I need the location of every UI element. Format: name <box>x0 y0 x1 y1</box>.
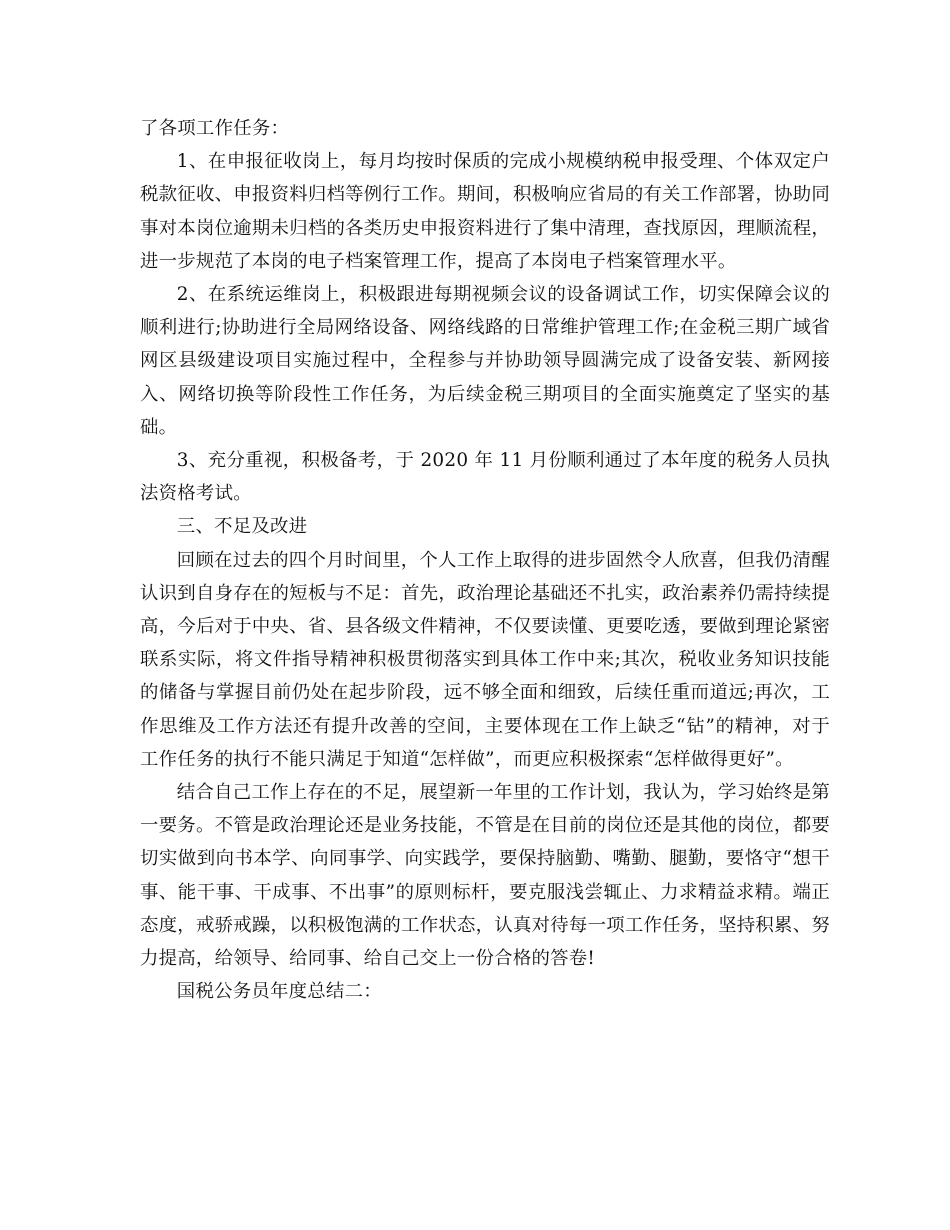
document-body <box>140 112 830 1008</box>
section-heading-summary-two: 国税公务员年度总结二： <box>176 981 382 1003</box>
section-heading-shortcomings: 三、不足及改进 <box>176 516 308 538</box>
paragraph-continuation: 了各项工作任务： <box>140 118 290 139</box>
paragraph-item-3: 3、充分重视，积极备考，于 2020 年 11 月份顺利通过了本年度的税务人员执法资格考试。 <box>140 450 830 505</box>
paragraph-plan: 结合自己工作上存在的不足，展望新一年里的工作计划，我认为，学习始终是第一要务。不管是政治理论还是业务技能，不管是在目前的岗位还是其他的岗位，都要切实做到向书本学、向同事学、向实践学，要保持脑勤、嘴勤、腿勤，要恪守“想干事、能干事、干成事、不出事”的原则标杆，要克服浅尝辄止、力求精益求精。端正态度，戒骄戒躁，以积极饱满的工作状态，认真对待每一项工作任务，坚持积累、努力提高，给领导、给同事、给自己交上一份合格的答卷! <box>140 782 830 970</box>
paragraph-item-1: 1、在申报征收岗上，每月均按时保质的完成小规模纳税申报受理、个体双定户税款征收、申报资料归档等例行工作。期间，积极响应省局的有关工作部署，协助同事对本岗位逾期未归档的各类历史申报资料进行了集中清理，查找原因，理顺流程，进一步规范了本岗的电子档案管理工作，提高了本岗电子档案管理水平。 <box>140 151 830 272</box>
paragraph-review: 回顾在过去的四个月时间里，个人工作上取得的进步固然令人欣喜，但我仍清醒认识到自身存在的短板与不足：首先，政治理论基础还不扎实，政治素养仍需持续提高，今后对于中央、省、县各级文件精神，不仅要读懂、更要吃透，要做到理论紧密联系实际，将文件指导精神积极贯彻落实到具体工作中来;其次，税收业务知识技能的储备与掌握目前仍处在起步阶段，远不够全面和细致，后续任重而道远;再次，工作思维及工作方法还有提升改善的空间，主要体现在工作上缺乏“钻”的精神，对于工作任务的执行不能只满足于知道“怎样做”，而更应积极探索“怎样做得更好”。 <box>140 549 830 770</box>
paragraph-item-2: 2、在系统运维岗上，积极跟进每期视频会议的设备调试工作，切实保障会议的顺利进行;协助进行全局网络设备、网络线路的日常维护管理工作;在金税三期广域省网区县级建设项目实施过程中，全程参与并协助领导圆满完成了设备安装、新网接入、网络切换等阶段性工作任务，为后续金税三期项目的全面实施奠定了坚实的基础。 <box>140 284 830 438</box>
